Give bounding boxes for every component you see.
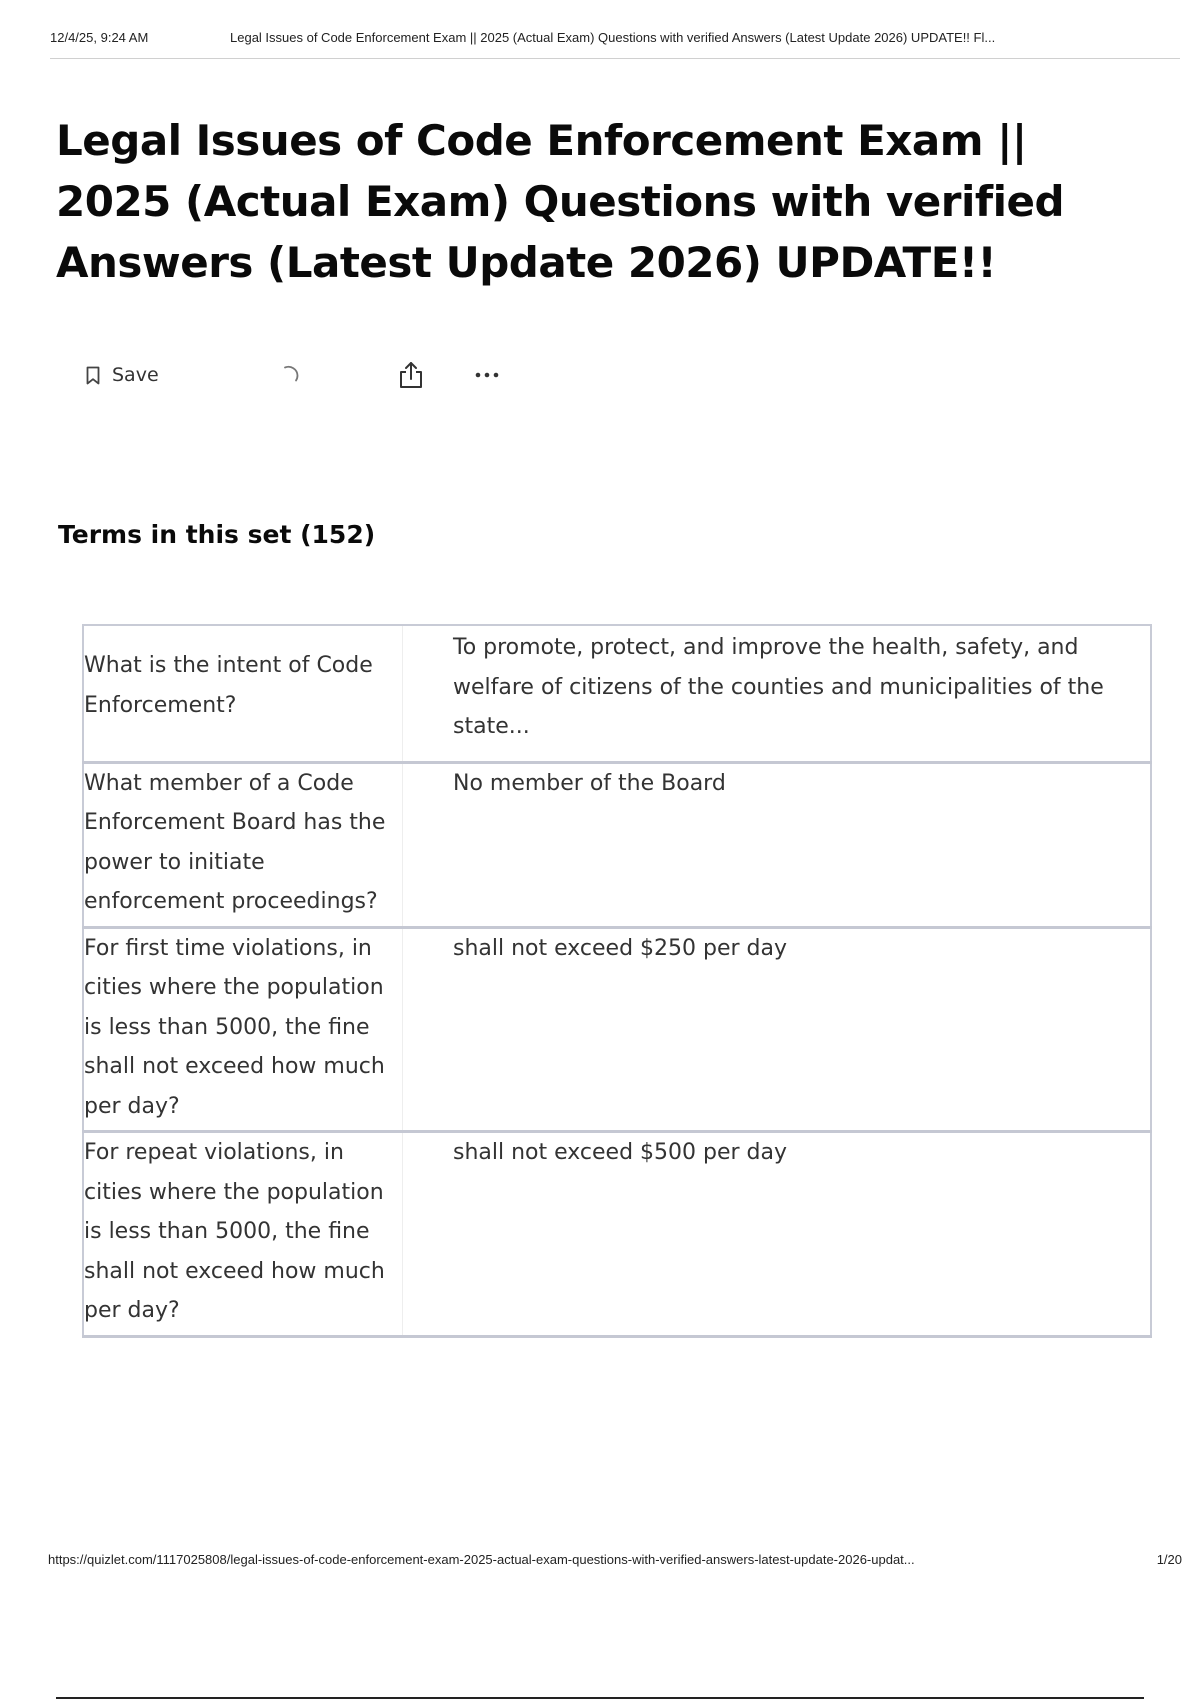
print-header (50, 30, 1180, 59)
spinner-icon (277, 362, 303, 388)
page-url: https://quizlet.com/1117025808/legal-issues-of-code-enforcement-exam-2025-actual-exam-questions-with-verified-answers-latest-update-2026-updat... (48, 1552, 915, 1567)
print-document-title: Legal Issues of Code Enforcement Exam || 2025 (Actual Exam) Questions with verified Answers (Latest Update 2026) UPDATE!! Fl... (230, 30, 996, 45)
definition-text: To promote, protect, and improve the health, safety, and welfare of citizens of the counties and municipalities of the state... (403, 625, 1152, 762)
set-toolbar (86, 360, 526, 392)
term-row (83, 1132, 1151, 1337)
term-text: For repeat violations, in cities where the population is less than 5000, the fine shall not exceed how much per day? (83, 1132, 403, 1337)
term-text: For first time violations, in cities where the population is less than 5000, the fine shall not exceed how much per day? (83, 927, 403, 1132)
terms-table (82, 624, 1152, 1338)
more-horizontal-icon (469, 360, 505, 390)
terms-heading: Terms in this set (152) (58, 520, 376, 549)
page-divider (56, 1697, 1144, 1699)
definition-text: shall not exceed $500 per day (403, 1132, 1152, 1337)
more-options-button[interactable] (469, 360, 505, 390)
definition-text: No member of the Board (403, 762, 1152, 927)
share-icon (396, 360, 426, 390)
page-title: Legal Issues of Code Enforcement Exam || 2025 (Actual Exam) Questions with verified Answers (Latest Update 2026) UPDATE!! (56, 116, 1065, 287)
save-button-label: Save (112, 364, 159, 386)
term-row (83, 625, 1151, 762)
definition-text: shall not exceed $250 per day (403, 927, 1152, 1132)
term-row (83, 762, 1151, 927)
term-text: What is the intent of Code Enforcement? (83, 625, 403, 762)
page-number: 1/20 (1156, 1552, 1182, 1567)
print-date: 12/4/25, 9:24 AM (50, 30, 149, 45)
save-button[interactable] (86, 362, 159, 388)
share-button[interactable] (396, 360, 426, 390)
print-footer (48, 1552, 1182, 1572)
bookmark-icon (86, 366, 100, 385)
term-text: What member of a Code Enforcement Board has the power to initiate enforcement proceedings? (83, 762, 403, 927)
term-row (83, 927, 1151, 1132)
